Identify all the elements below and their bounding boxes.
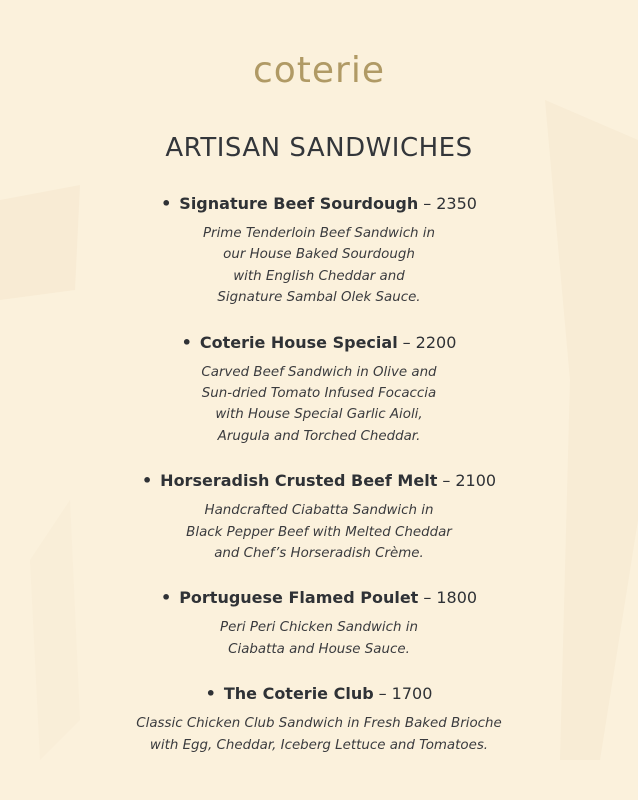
item-description: Handcrafted Ciabatta Sandwich in Black Pepper Beef with Melted Cheddar and Chef’s Horseradish Crème. bbox=[186, 503, 452, 562]
menu-item-heading bbox=[0, 682, 638, 706]
price-separator: – bbox=[423, 588, 432, 608]
bullet-icon: • bbox=[161, 194, 172, 213]
price-separator: – bbox=[423, 194, 432, 213]
menu-item-heading bbox=[0, 586, 638, 610]
item-price: 2200 bbox=[415, 332, 457, 352]
item-price: 2100 bbox=[455, 471, 497, 491]
item-name: Portuguese Flamed Poulet bbox=[179, 588, 419, 608]
menu-list bbox=[0, 192, 638, 778]
price-separator: – bbox=[378, 684, 387, 704]
bullet-icon: • bbox=[141, 471, 153, 491]
item-name: Horseradish Crusted Beef Melt bbox=[160, 471, 438, 491]
item-price: 1700 bbox=[391, 684, 433, 704]
bullet-icon: • bbox=[205, 684, 216, 704]
menu-item bbox=[0, 331, 638, 448]
bullet-icon: • bbox=[160, 588, 172, 608]
price-separator: – bbox=[442, 471, 451, 491]
item-price: 2350 bbox=[436, 194, 477, 213]
item-description: Prime Tenderloin Beef Sandwich in our House Baked Sourdough with English Cheddar and Signature Sambal Olek Sauce. bbox=[202, 226, 436, 306]
section-title: ARTISAN SANDWICHES bbox=[165, 133, 473, 163]
menu-item bbox=[0, 192, 638, 309]
brand-logo: coterie bbox=[252, 50, 386, 91]
item-description: Carved Beef Sandwich in Olive and Sun-dried Tomato Infused Focaccia with House Special Garlic Aioli, Arugula and Torched Cheddar. bbox=[201, 364, 437, 444]
item-description: Peri Peri Chicken Sandwich in Ciabatta and House Sauce. bbox=[220, 620, 418, 657]
menu-item bbox=[0, 586, 638, 660]
item-description: Classic Chicken Club Sandwich in Fresh Baked Brioche with Egg, Cheddar, Iceberg Lettuce and Tomatoes. bbox=[136, 716, 502, 753]
menu-item bbox=[0, 469, 638, 564]
bullet-icon: • bbox=[181, 332, 192, 352]
menu-item bbox=[0, 682, 638, 756]
price-separator: – bbox=[402, 332, 411, 352]
item-name: Coterie House Special bbox=[199, 332, 398, 352]
menu-item-heading bbox=[0, 192, 638, 216]
menu-item-heading bbox=[0, 469, 638, 493]
item-name: The Coterie Club bbox=[223, 684, 374, 704]
item-name: Signature Beef Sourdough bbox=[179, 194, 419, 213]
menu-item-heading bbox=[0, 331, 638, 355]
item-price: 1800 bbox=[436, 588, 478, 608]
